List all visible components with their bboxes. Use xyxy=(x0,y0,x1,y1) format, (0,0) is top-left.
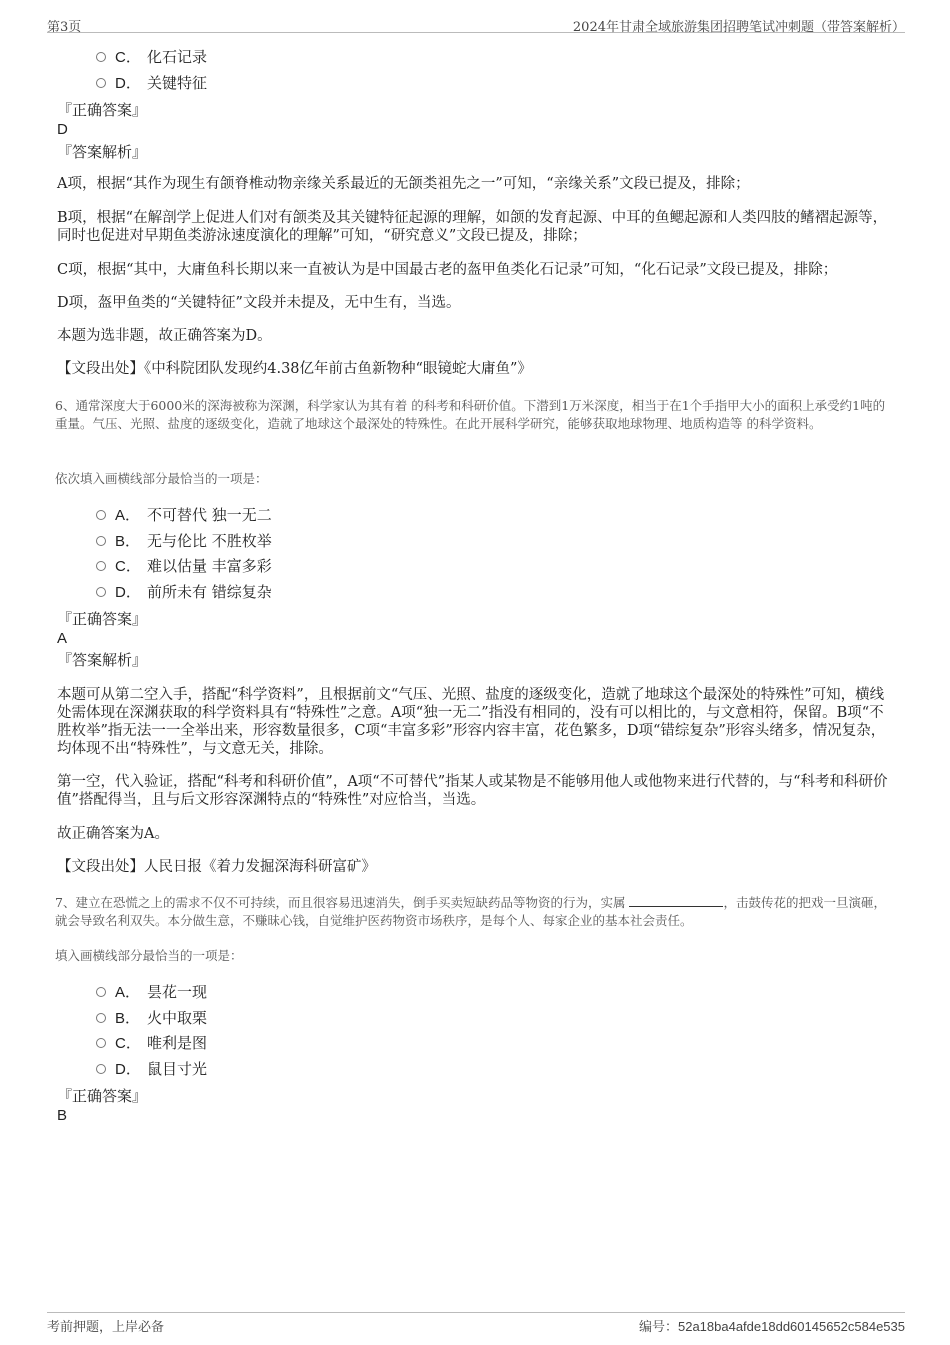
footer-slogan: 考前押题，上岸必备 xyxy=(47,1320,165,1335)
radio-icon[interactable] xyxy=(96,536,106,546)
radio-icon[interactable] xyxy=(96,987,106,997)
answer-value: B xyxy=(57,1107,68,1124)
analysis-label: 『答案解析』 xyxy=(57,143,148,161)
question-prompt: 填入画横线部分最恰当的一项是： xyxy=(55,948,243,963)
answer-value: A xyxy=(57,630,68,647)
document-code: 编号：52a18ba4afde18dd60145652c584e535 xyxy=(638,1319,905,1335)
document-title: 2024年甘肃全域旅游集团招聘笔试冲刺题（带答案解析） xyxy=(572,20,905,35)
page-footer xyxy=(47,1312,905,1335)
option-d[interactable]: D． 鼠目寸光 xyxy=(96,1059,207,1079)
radio-icon[interactable] xyxy=(96,561,106,571)
analysis-paragraph: B项，根据“在解剖学上促进人们对有颌类及其关键特征起源的理解，如颌的发育起源、中耳的鱼鳃起源和人类四肢的鳍褶起源等，同时也促进对早期鱼类游泳速度演化的理解”可知，“研究意义”文段已提及，排除； xyxy=(57,210,888,244)
page-number: 第3页 xyxy=(47,20,82,35)
option-c[interactable]: C． 化石记录 xyxy=(96,47,207,67)
fill-blank xyxy=(629,894,723,907)
answer-label: 『正确答案』 xyxy=(57,1087,148,1105)
answer-label: 『正确答案』 xyxy=(57,610,148,628)
analysis-conclusion: 本题为选非题，故正确答案为D。 xyxy=(57,328,272,344)
analysis-paragraph: 本题可从第二空入手，搭配“科学资料”，且根据前文“气压、光照、盐度的逐级变化，造就了地球这个最深处的特殊性”可知，横线处需体现在深渊获取的科学资料具有“特殊性”之意。A项“独一无二”指没有相同的，没有可以相比的，与文意相符，保留。B项“不胜枚举”指无法一一全举出来，形容数量很多，C项“丰富多彩”形容内容丰富，花色繁多，D项“错综复杂”形容头绪多，情况复杂，均体现不出“特殊性”，与文意无关，排除。 xyxy=(57,687,886,757)
source-citation: 【文段出处】人民日报《着力发掘深海科研富矿》 xyxy=(57,859,376,875)
option-b[interactable]: B． 无与伦比 不胜枚举 xyxy=(96,531,272,551)
radio-icon[interactable] xyxy=(96,1038,106,1048)
option-a[interactable]: A． 不可替代 独一无二 xyxy=(96,505,272,525)
question-stem: 7、建立在恐慌之上的需求不仅不可持续，而且很容易迅速消失，倒手买卖短缺药品等物资的行为，实属 ，击鼓传花的把戏一旦演砸，就会导致名利双失。本分做生意，不赚昧心钱，自觉维护医药物资市场秩序，是每个人、每家企业的基本社会责任。 xyxy=(55,895,886,928)
option-c[interactable]: C． 难以估量 丰富多彩 xyxy=(96,556,272,576)
analysis-label: 『答案解析』 xyxy=(57,651,148,669)
page-header xyxy=(47,10,905,33)
source-citation: 【文段出处】《中科院团队发现约4.38亿年前古鱼新物种“眼镜蛇大庸鱼”》 xyxy=(57,361,532,377)
option-d[interactable]: D． 关键特征 xyxy=(96,73,207,93)
answer-value: D xyxy=(57,121,68,138)
analysis-conclusion: 故正确答案为A。 xyxy=(57,826,169,842)
analysis-paragraph: C项，根据“其中，大庸鱼科长期以来一直被认为是中国最古老的盔甲鱼类化石记录”可知，“化石记录”文段已提及，排除； xyxy=(57,262,838,278)
option-a[interactable]: A． 昙花一现 xyxy=(96,982,207,1002)
answer-label: 『正确答案』 xyxy=(57,101,148,119)
question-stem: 6、通常深度大于6000米的深海被称为深渊，科学家认为其有着 的科考和科研价值。下潜到1万米深度，相当于在1个手指甲大小的面积上承受约1吨的重量。气压、光照、盐度的逐级变化，造就了地球这个最深处的特殊性。在此开展科学研究，能够获取地球物理、地质构造等 的科学资料。 xyxy=(55,398,886,431)
question-prompt: 依次填入画横线部分最恰当的一项是： xyxy=(55,471,268,486)
option-c[interactable]: C． 唯利是图 xyxy=(96,1033,207,1053)
radio-icon[interactable] xyxy=(96,1013,106,1023)
analysis-paragraph: 第一空，代入验证，搭配“科考和科研价值”，A项“不可替代”指某人或某物是不能够用他人或他物来进行代替的，与“科考和科研价值”搭配得当，且与后文形容深渊特点的“特殊性”对应恰当，当选。 xyxy=(57,774,888,808)
radio-icon[interactable] xyxy=(96,587,106,597)
analysis-paragraph: A项，根据“其作为现生有颌脊椎动物亲缘关系最近的无颌类祖先之一”可知，“亲缘关系”文段已提及，排除； xyxy=(57,176,750,192)
option-b[interactable]: B． 火中取栗 xyxy=(96,1008,207,1028)
radio-icon[interactable] xyxy=(96,52,106,62)
radio-icon[interactable] xyxy=(96,510,106,520)
radio-icon[interactable] xyxy=(96,1064,106,1074)
radio-icon[interactable] xyxy=(96,78,106,88)
analysis-paragraph: D项，盔甲鱼类的“关键特征”文段并未提及，无中生有，当选。 xyxy=(57,295,461,311)
option-d[interactable]: D． 前所未有 错综复杂 xyxy=(96,582,272,602)
